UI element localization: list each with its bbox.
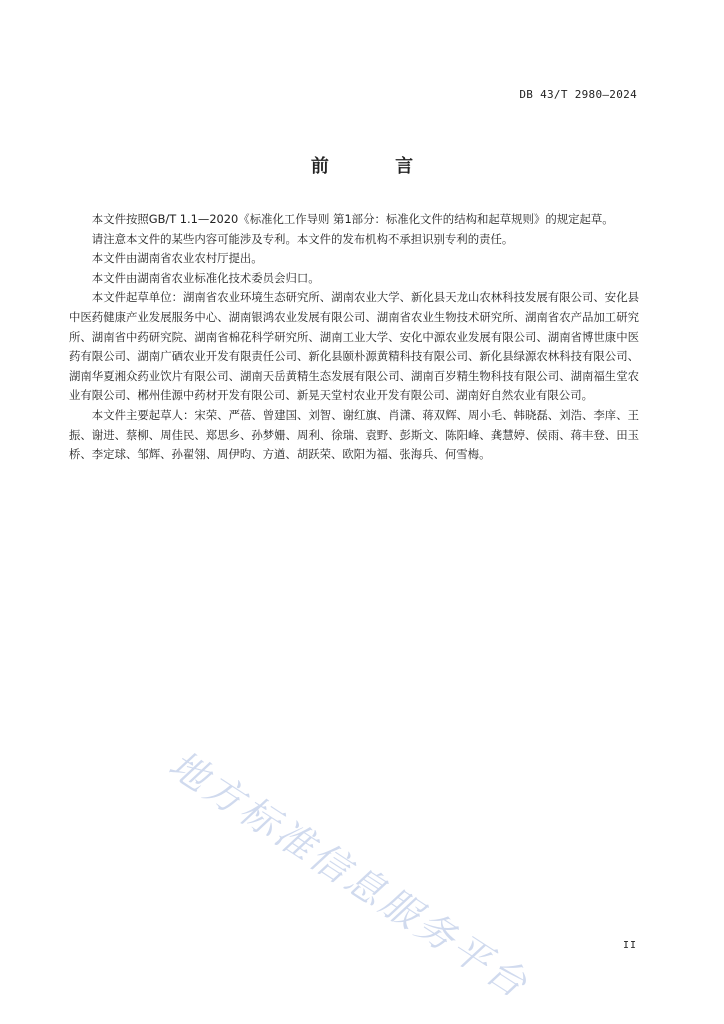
paragraph-drafting-units: 本文件起草单位：湖南省农业环境生态研究所、湖南农业大学、新化县天龙山农林科技发展有限公司、安化县中医药健康产业发展服务中心、湖南银鸿农业发展有限公司、湖南省农业生物技术研究所、湖南省农产品加工研究所、湖南省中药研究院、湖南省棉花科学研究所、湖南工业大学、安化中源农业发展有限公司、湖南省博世康中医药有限公司、湖南广硒农业开发有限责任公司、新化县颐朴源黄精科技有限公司、新化县绿源农林科技有限公司、湖南华夏湘众药业饮片有限公司、湖南天岳黄精生态发展有限公司、湖南百岁精生物科技有限公司、湖南福生堂农业有限公司、郴州佳源中药材开发有限公司、新晃天堂村农业开发有限公司、湖南好自然农业有限公司。 bbox=[69, 290, 639, 403]
paragraph-drafting-rules: 本文件按照GB/T 1.1—2020《标准化工作导则 第1部分：标准化文件的结构和起草规则》的规定起草。 bbox=[91, 212, 614, 226]
paragraph-proposer: 本文件由湖南省农业农村厅提出。 bbox=[91, 251, 263, 266]
paragraph-patent-notice: 请注意本文件的某些内容可能涉及专利。本文件的发布机构不承担识别专利的责任。 bbox=[91, 231, 514, 246]
page-number: II bbox=[622, 940, 637, 951]
watermark: 地方标准信息服务平台 bbox=[161, 741, 538, 1008]
paragraph-administrator: 本文件由湖南省农业标准化技术委员会归口。 bbox=[91, 270, 320, 285]
page-title: 前 言 bbox=[310, 156, 444, 177]
foreword-body bbox=[69, 210, 639, 465]
document-code: DB 43/T 2980—2024 bbox=[519, 88, 637, 101]
paragraph-drafters: 本文件主要起草人：宋荣、严蓓、曾建国、刘智、谢红旗、肖潇、蒋双辉、周小毛、韩晓磊、刘浩、李庠、王振、谢进、蔡柳、周佳民、郑思乡、孙梦姗、周利、徐瑞、袁野、彭斯文、陈阳峰、龚慧婷、侯雨、蒋丰登、田玉桥、李定球、邹辉、孙翟翎、周伊昀、方遒、胡跃荣、欧阳为福、张海兵、何雪梅。 bbox=[69, 407, 639, 462]
